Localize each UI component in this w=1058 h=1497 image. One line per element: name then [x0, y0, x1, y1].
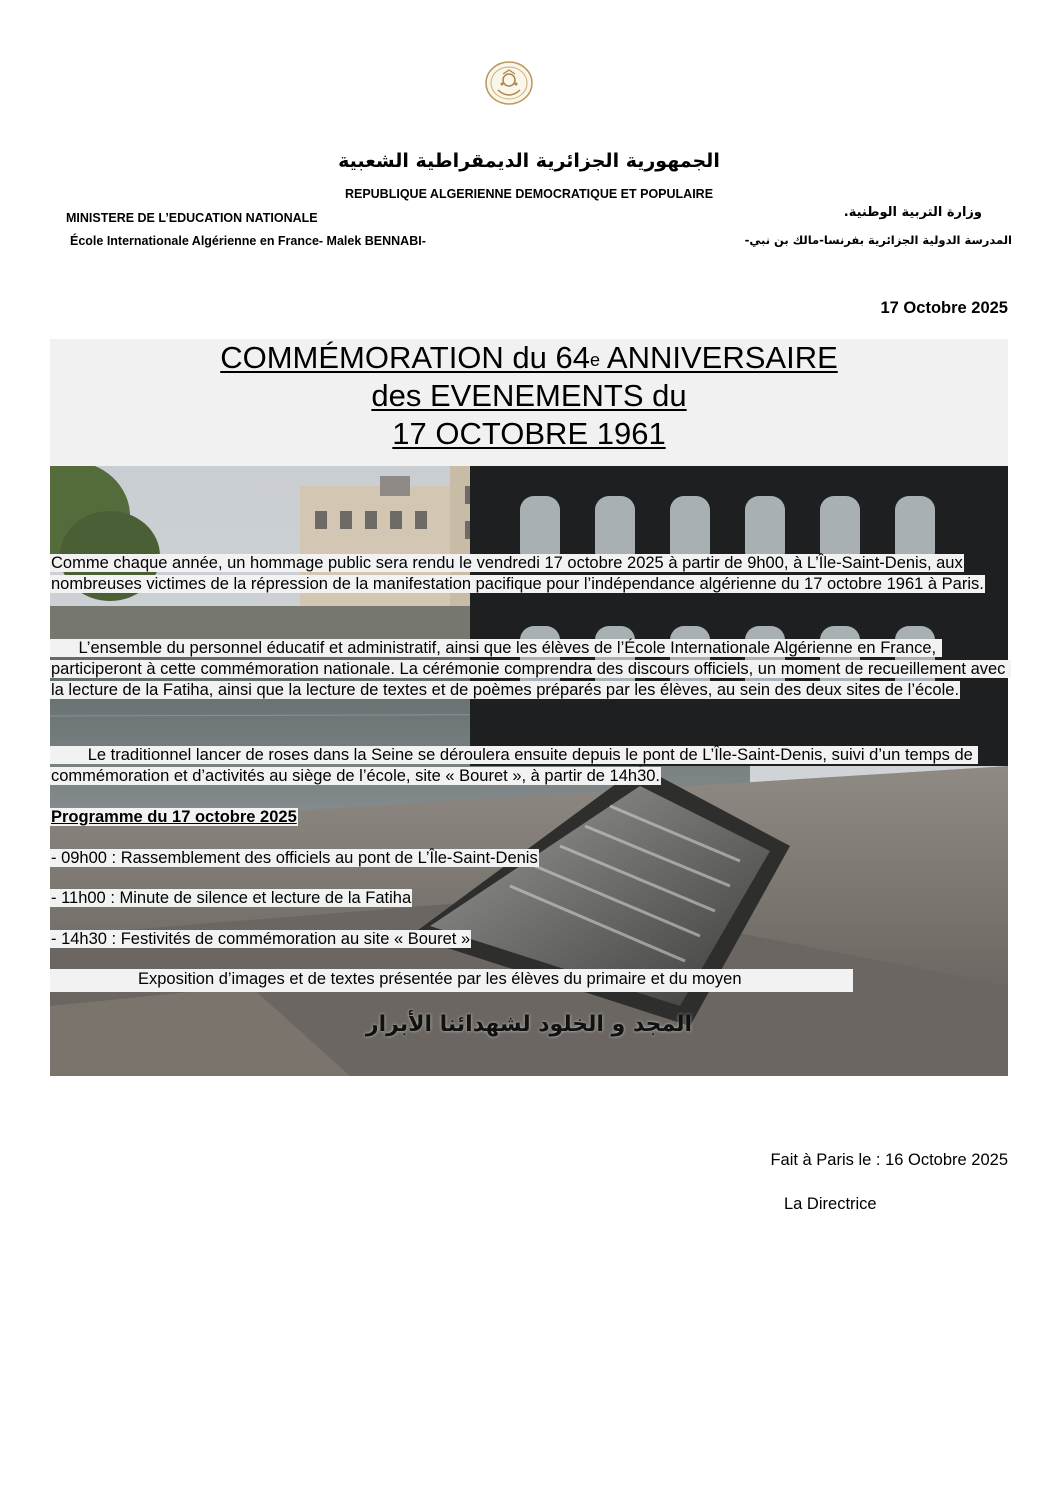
program-item-text: - 09h00 : Rassemblement des officiels au pont de L’Île-Saint-Denis — [51, 849, 538, 867]
algeria-emblem-icon — [484, 60, 534, 106]
title-line-3: 17 OCTOBRE 1961 — [392, 416, 666, 451]
paragraph-1 — [50, 553, 1000, 595]
title-line-1-end: ANNIVERSAIRE — [600, 340, 838, 375]
arabic-republic-name: الجمهورية الجزائرية الديمقراطية الشعبية — [338, 150, 720, 172]
title-line-1 — [50, 339, 1008, 377]
program-title — [50, 807, 298, 828]
title-line-2: des EVENEMENTS du — [371, 378, 687, 413]
exposition-text: Exposition d’images et de textes présentée par les élèves du primaire et du moyen — [138, 970, 742, 988]
french-school-name: École Internationale Algérienne en France- Malek BENNABI- — [70, 234, 426, 248]
arabic-slogan: المجد و الخلود لشهدائنا الأبرار — [365, 1012, 693, 1037]
program-item — [50, 848, 539, 869]
arabic-school-name: المدرسة الدولية الجزائرية بفرنسا-مالك بن نبي- — [744, 233, 1012, 247]
place-date-signature-line: Fait à Paris le : 16 Octobre 2025 — [770, 1151, 1008, 1169]
program-item-text: - 14h30 : Festivités de commémoration au site « Bouret » — [51, 930, 471, 948]
document-date: 17 Octobre 2025 — [880, 299, 1008, 317]
title-line-1-text: COMMÉMORATION du 64 — [220, 340, 590, 375]
paragraph-3 — [50, 745, 1008, 787]
program-title-text: Programme du 17 octobre 2025 — [51, 808, 297, 826]
paragraph-2 — [50, 638, 1011, 701]
french-republic-name: REPUBLIQUE ALGERIENNE DEMOCRATIQUE ET POPULAIRE — [344, 187, 714, 201]
paragraph-3-text: Le traditionnel lancer de roses dans la Seine se déroulera ensuite depuis le pont de L’Île-Saint-Denis, suivi d’un temps de commémoration et d’activités au siège de l’école, site « Bouret », à partir de 14h30. — [51, 746, 978, 785]
arabic-ministry-name: وزارة التربية الوطنية. — [843, 205, 982, 220]
title-box — [50, 339, 1008, 466]
title-superscript: e — [590, 350, 601, 370]
paragraph-2-text: L’ensemble du personnel éducatif et administratif, ainsi que les élèves de l’École Internationale Algérienne en France, participeront à cette commémoration nationale. La cérémonie comprendra des discours officiels, un moment de recueillement avec la lecture de la Fatiha, ainsi que la lecture de textes et de poèmes préparés par les élèves, au sein des deux sites de l’école. — [51, 639, 1011, 699]
program-item — [50, 888, 412, 909]
paragraph-1-text: Comme chaque année, un hommage public sera rendu le vendredi 17 octobre 2025 à partir de 9h00, à L’Île-Saint-Denis, aux nombreuses victimes de la répression de la manifestation pacifique pour l’indépendance algérienne du 17 octobre 1961 à Paris. — [51, 554, 984, 593]
exposition-line — [50, 969, 853, 992]
signatory-title: La Directrice — [784, 1195, 877, 1213]
program-item — [50, 929, 471, 950]
french-ministry-name: MINISTERE DE L’EDUCATION NATIONALE — [66, 211, 318, 225]
program-item-text: - 11h00 : Minute de silence et lecture de la Fatiha — [51, 889, 412, 907]
